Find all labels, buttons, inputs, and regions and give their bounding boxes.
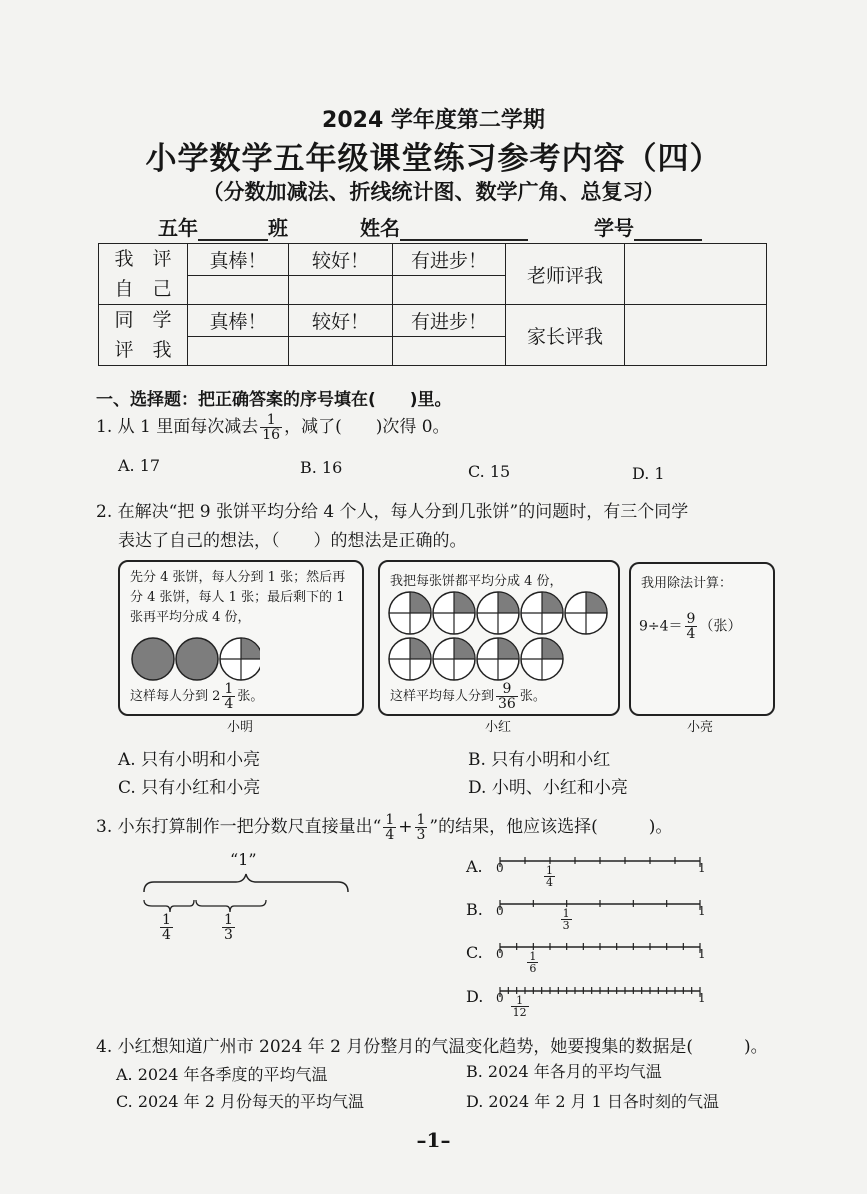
xiaoliang-equation [639, 612, 741, 641]
ruler-start-label: 0 [496, 861, 504, 875]
q3-text-after: ”的结果，他应该选择( )。 [429, 817, 673, 837]
xiaoming-box [118, 560, 364, 716]
q4-option-a[interactable]: A. 2024 年各季度的平均气温 [116, 1065, 328, 1084]
self-good-label: 较好！ [289, 244, 393, 276]
brace-frac2-den: 3 [224, 927, 233, 943]
q2-line-1: 2. 在解决“把 9 张饼平均分给 4 个人，每人分到几张饼”的问题时，有三个同学 [96, 502, 689, 522]
parent-eval-cell[interactable] [625, 305, 767, 366]
pancake-full-icon [132, 638, 174, 680]
teacher-eval-label: 老师评我 [506, 244, 625, 305]
xiaoliang-frac-den: 4 [686, 626, 696, 642]
evaluation-table [98, 243, 767, 366]
page-title: 小学数学五年级课堂练习参考内容（四） [145, 141, 722, 177]
peer-great-cell[interactable] [188, 336, 289, 365]
ruler-mark-fraction: $\frac{1}{6}$ [529, 950, 537, 975]
self-great-cell[interactable] [188, 275, 289, 304]
brace-frac1-den: 4 [162, 927, 171, 943]
xiaohong-result-post: 张。 [519, 689, 546, 704]
xiaohong-text: 我把每张饼都平均分成 4 份， [390, 574, 563, 589]
id-label: 学号 [594, 216, 634, 240]
pancake-quartered-icon [433, 638, 475, 680]
q1-frac-num: 1 [260, 413, 282, 428]
peer-eval-label-1: 同 学 [114, 309, 172, 331]
q3-frac-b-den: 3 [416, 827, 426, 843]
peer-good-label: 较好！ [289, 305, 393, 337]
class-blank[interactable] [198, 217, 268, 241]
q3-frac-a-den: 4 [385, 827, 395, 843]
xiaohong-frac-den: 36 [498, 696, 516, 712]
q2-option-c[interactable]: C. 只有小红和小亮 [118, 778, 261, 798]
brace-frac-2 [220, 913, 237, 942]
page-subtitle: （分数加减法、折线统计图、数学广角、总复习） [202, 180, 665, 204]
xiaoming-frac-num: 1 [224, 681, 234, 697]
title-year: 2024 学年度第二学期 [322, 108, 545, 133]
xiaohong-result-text: 这样平均每人分到 [390, 689, 495, 704]
peer-progress-label: 有进步！ [393, 305, 506, 337]
ruler-start-label: 0 [496, 947, 504, 961]
brace-frac-1 [158, 913, 175, 942]
pancake-full-icon [176, 638, 218, 680]
xiaoliang-frac-num: 9 [686, 611, 696, 627]
q1-option-a[interactable]: A. 17 [118, 456, 161, 475]
name-label: 姓名 [360, 216, 400, 240]
pancake-quartered-icon [433, 592, 475, 634]
ruler-start-label: 0 [496, 991, 504, 1005]
pancake-quartered-icon [521, 592, 563, 634]
name-field [360, 212, 528, 241]
question-1 [96, 412, 450, 442]
q3-option-label[interactable]: D. [466, 987, 484, 1006]
self-good-cell[interactable] [289, 275, 393, 304]
pancake-quartered-icon [521, 638, 563, 680]
q1-text-after: ，减了( )次得 0。 [284, 417, 450, 437]
ruler-end-label: 1 [698, 904, 706, 918]
q1-text: 1. 从 1 里面每次减去 [96, 417, 259, 437]
brace-frac2-num: 1 [224, 912, 233, 928]
xiaoliang-text: 我用除法计算： [641, 576, 733, 591]
xiaoming-result [130, 682, 263, 711]
grade-label: 五年 [158, 216, 198, 240]
class-label: 班 [268, 216, 288, 240]
brace-label: “1” [230, 850, 257, 869]
ruler-end-label: 1 [698, 861, 706, 875]
xiaoliang-caption: 小亮 [686, 720, 713, 735]
question-3: 3. 小东打算制作一把分数尺直接量出“ $\frac{1}{4}$ + $\frac{1}{3}$ ”的结果，他应该选择( )。 [96, 812, 673, 843]
q3-ruler[interactable] [495, 898, 725, 918]
peer-eval-header [99, 305, 188, 366]
self-eval-label-2: 自 己 [114, 278, 172, 300]
xiaoliang-eq: 9÷4＝ [639, 618, 683, 635]
q3-text: 3. 小东打算制作一把分数尺直接量出“ [96, 817, 382, 837]
q1-option-d[interactable]: D. 1 [632, 464, 665, 483]
xiaoliang-box [629, 562, 775, 716]
q2-option-b[interactable]: B. 只有小明和小红 [468, 750, 611, 770]
pancake-quartered-icon [389, 638, 431, 680]
q4-option-b[interactable]: B. 2024 年各月的平均气温 [466, 1062, 662, 1081]
q1-fraction [260, 413, 282, 442]
pancake-quartered-icon [565, 592, 607, 634]
question-4: 4. 小红想知道广州市 2024 年 2 月份整月的气温变化趋势，她要搜集的数据是( )。 [96, 1037, 768, 1057]
peer-progress-cell[interactable] [393, 336, 506, 365]
id-field [594, 212, 702, 241]
xiaohong-result [390, 682, 546, 711]
q1-option-b[interactable]: B. 16 [300, 458, 343, 477]
q4-option-d[interactable]: D. 2024 年 2 月 1 日各时刻的气温 [466, 1092, 719, 1111]
self-progress-cell[interactable] [393, 275, 506, 304]
brace-frac1-num: 1 [162, 912, 171, 928]
xiaohong-caption: 小红 [484, 720, 511, 735]
xiaoming-text: 先分 4 张饼，每人分到 1 张；然后再分 4 张饼，每人 1 张；最后剩下的 1 张再平均分成 4 份， [130, 570, 346, 625]
section-heading: 一、选择题：把正确答案的序号填在( )里。 [96, 390, 452, 410]
q3-option-label[interactable]: A. [466, 857, 483, 876]
ruler-mark-fraction: $\frac{1}{3}$ [562, 907, 570, 932]
self-progress-label: 有进步！ [393, 244, 506, 276]
q3-frac-a-num: 1 [385, 812, 395, 828]
self-great-label: 真棒！ [188, 244, 289, 276]
ruler-start-label: 0 [496, 904, 504, 918]
xiaohong-box [378, 560, 620, 716]
q3-ruler[interactable] [495, 985, 725, 1005]
pancake-quartered-icon [389, 592, 431, 634]
q1-option-c[interactable]: C. 15 [468, 462, 511, 481]
q4-option-c[interactable]: C. 2024 年 2 月份每天的平均气温 [116, 1092, 365, 1111]
q3-option-label[interactable]: C. [466, 943, 483, 962]
teacher-eval-cell[interactable] [625, 244, 767, 305]
q2-option-d[interactable]: D. 小明、小红和小亮 [468, 778, 628, 798]
xiaoming-pancakes [130, 636, 260, 682]
xiaohong-pancakes [386, 590, 612, 682]
page-number: –1– [416, 1128, 451, 1152]
ruler-end-label: 1 [698, 991, 706, 1005]
ruler-end-label: 1 [698, 947, 706, 961]
xiaohong-frac-num: 9 [496, 682, 518, 697]
q3-ruler[interactable] [495, 855, 725, 875]
peer-good-cell[interactable] [289, 336, 393, 365]
pancake-quartered-icon [477, 638, 519, 680]
pancake-quartered-icon [477, 592, 519, 634]
q2-option-a[interactable]: A. 只有小明和小亮 [118, 750, 261, 770]
parent-eval-label: 家长评我 [506, 305, 625, 366]
xiaoliang-unit: （张） [699, 618, 742, 635]
xiaoming-frac-den: 4 [224, 696, 234, 712]
peer-great-label: 真棒！ [188, 305, 289, 337]
name-blank[interactable] [400, 217, 528, 241]
q2-line-2: 表达了自己的想法，（ ）的想法是正确的。 [118, 531, 467, 551]
q3-frac-b-num: 1 [416, 812, 426, 828]
ruler-mark-fraction: $\frac{1}{12}$ [512, 994, 527, 1019]
self-eval-label-1: 我 评 [114, 248, 172, 270]
xiaoming-caption: 小明 [226, 720, 253, 735]
ruler-mark-fraction: $\frac{1}{4}$ [546, 864, 553, 889]
xiaoming-result-text: 这样每人分到 2 [130, 689, 221, 704]
q1-frac-den: 16 [262, 427, 281, 443]
q3-option-label[interactable]: B. [466, 900, 483, 919]
xiaoming-result-post: 张。 [237, 689, 264, 704]
id-blank[interactable] [634, 217, 702, 241]
self-eval-header [99, 244, 188, 305]
grade-field [158, 212, 288, 241]
peer-eval-label-2: 评 我 [114, 339, 172, 361]
